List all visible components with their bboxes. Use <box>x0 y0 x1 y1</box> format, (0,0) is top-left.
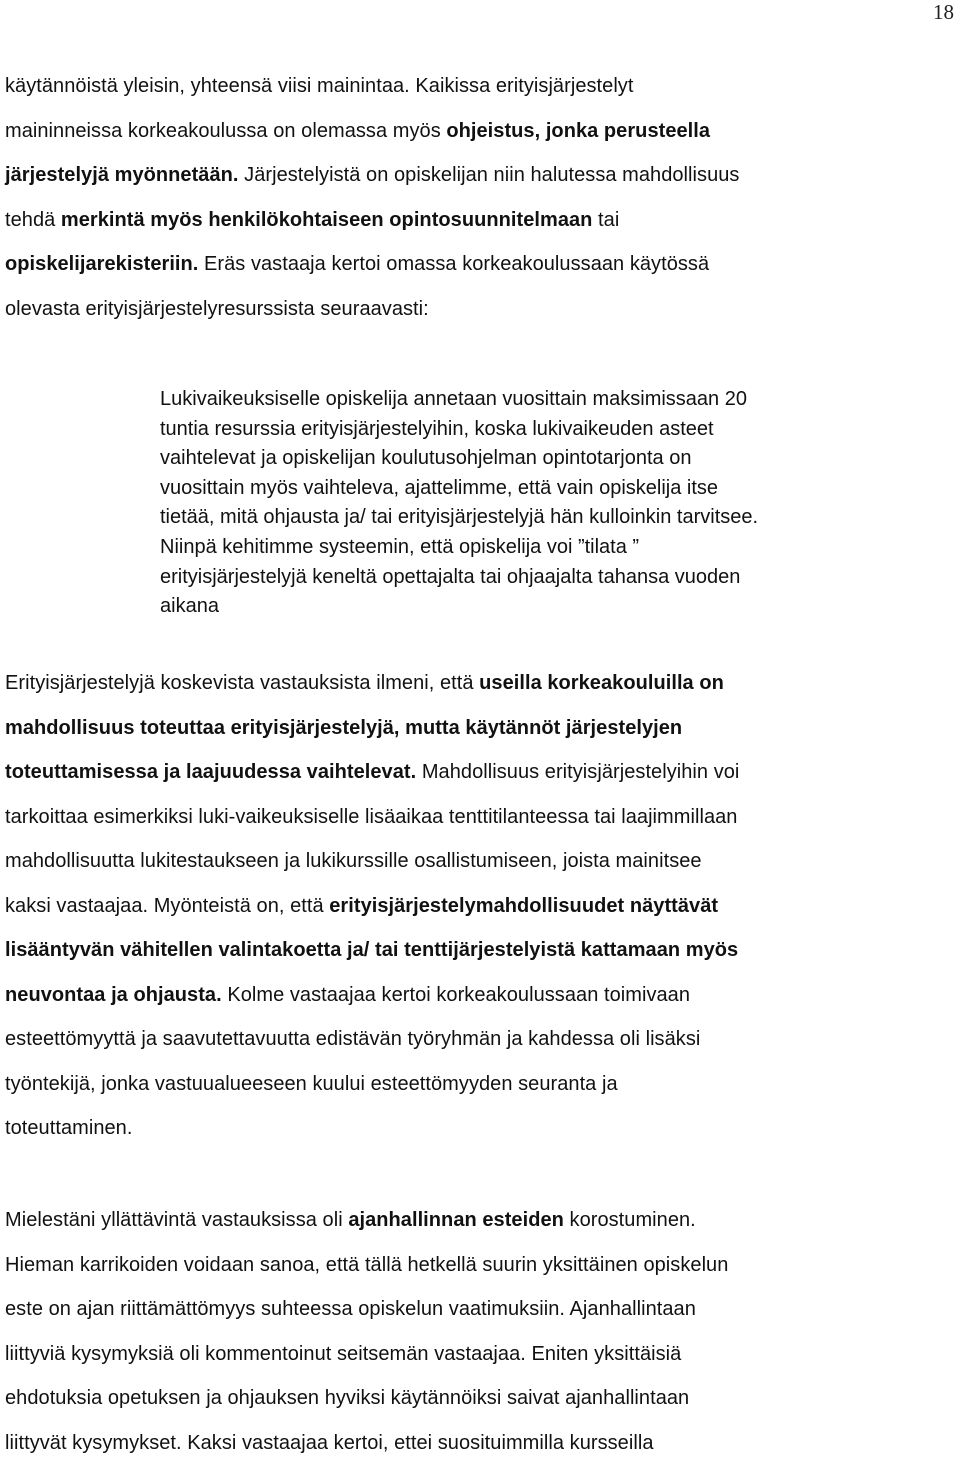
bold-text-run: merkintä myös henkilökohtaiseen opintosuunnitelmaan <box>61 209 593 231</box>
quote-line: tuntia resurssia erityisjärjestelyihin, koska lukivaikeuden asteet <box>160 415 950 445</box>
quote-line: Niinpä kehitimme systeemin, että opiskelija voi ”tilata ” <box>160 533 950 563</box>
text-line <box>5 1198 957 1243</box>
bold-text-run: mahdollisuus toteuttaa erityisjärjestelyjä, mutta käytännöt järjestelyjen <box>5 717 682 739</box>
text-line <box>5 287 957 332</box>
text-line <box>5 1376 957 1421</box>
bold-text-run: lisääntyvän vähitellen valintakoetta ja/ tai tenttijärjestelyistä kattamaan myös <box>5 939 738 961</box>
bold-text-run: ohjeistus, jonka perusteella <box>446 120 710 142</box>
text-run: ehdotuksia opetuksen ja ohjauksen hyviksi käytännöiksi saivat ajanhallintaan <box>5 1387 689 1409</box>
paragraph-accommodation-findings <box>5 661 957 1151</box>
text-line <box>5 1106 957 1151</box>
text-run: maininneissa korkeakoulussa on olemassa myös <box>5 120 446 142</box>
text-run: Erityisjärjestelyjä koskevista vastauksista ilmeni, että <box>5 672 479 694</box>
text-run: Eräs vastaaja kertoi omassa korkeakoulussaan käytössä <box>198 253 709 275</box>
page-number: 18 <box>933 0 954 24</box>
bold-text-run: järjestelyjä myönnetään. <box>5 164 239 186</box>
text-line <box>5 198 957 243</box>
quote-line: aikana <box>160 592 950 622</box>
text-run: liittyviä kysymyksiä oli kommentoinut seitsemän vastaajaa. Eniten yksittäisiä <box>5 1343 681 1365</box>
bold-text-run: neuvontaa ja ohjausta. <box>5 984 222 1006</box>
quote-line: Lukivaikeuksiselle opiskelija annetaan vuosittain maksimissaan 20 <box>160 385 950 415</box>
respondent-quote <box>160 385 950 622</box>
text-run: Järjestelyistä on opiskelijan niin halutessa mahdollisuus <box>239 164 740 186</box>
text-line <box>5 1332 957 1377</box>
text-run: käytännöistä yleisin, yhteensä viisi mainintaa. Kaikissa erityisjärjestelyt <box>5 75 633 97</box>
text-line <box>5 928 957 973</box>
bold-text-run: useilla korkeakouluilla on <box>479 672 724 694</box>
text-run: Kolme vastaajaa kertoi korkeakoulussaan toimivaan <box>222 984 690 1006</box>
text-line <box>5 661 957 706</box>
text-line <box>5 1243 957 1288</box>
bold-text-run: toteuttamisessa ja laajuudessa vaihtelevat. <box>5 761 416 783</box>
text-line <box>5 884 957 929</box>
bold-text-run: opiskelijarekisteriin. <box>5 253 198 275</box>
text-line <box>5 795 957 840</box>
text-run: mahdollisuutta lukitestaukseen ja lukikurssille osallistumiseen, joista mainitsee <box>5 850 702 872</box>
quote-line: vuosittain myös vaihteleva, ajattelimme, että vain opiskelija itse <box>160 474 950 504</box>
text-run: esteettömyyttä ja saavutettavuutta edistävän työryhmän ja kahdessa oli lisäksi <box>5 1028 700 1050</box>
paragraph-time-management <box>5 1198 957 1465</box>
text-run: kaksi vastaajaa. Myönteistä on, että <box>5 895 329 917</box>
text-line <box>5 839 957 884</box>
text-line <box>5 109 957 154</box>
text-line <box>5 1421 957 1465</box>
text-line <box>5 1287 957 1332</box>
text-line <box>5 1062 957 1107</box>
text-line <box>5 64 957 109</box>
text-run: toteuttaminen. <box>5 1117 132 1139</box>
text-run: tai <box>592 209 619 231</box>
text-run: olevasta erityisjärjestelyresurssista seuraavasti: <box>5 298 429 320</box>
text-run: tehdä <box>5 209 61 231</box>
text-run: tarkoittaa esimerkiksi luki-vaikeuksiselle lisäaikaa tenttitilanteessa tai laajimmillaan <box>5 806 737 828</box>
quote-line: erityisjärjestelyjä keneltä opettajalta tai ohjaajalta tahansa vuoden <box>160 563 950 593</box>
quote-line: vaihtelevat ja opiskelijan koulutusohjelman opintotarjonta on <box>160 444 950 474</box>
bold-text-run: ajanhallinnan esteiden <box>348 1209 564 1231</box>
text-line <box>5 973 957 1018</box>
text-run: Hieman karrikoiden voidaan sanoa, että tällä hetkellä suurin yksittäinen opiskelun <box>5 1254 728 1276</box>
text-line <box>5 750 957 795</box>
text-run: korostuminen. <box>564 1209 696 1231</box>
paragraph-accommodation-practices <box>5 64 957 331</box>
text-run: liittyvät kysymykset. Kaksi vastaajaa kertoi, ettei suosituimmilla kursseilla <box>5 1432 654 1454</box>
text-run: Mahdollisuus erityisjärjestelyihin voi <box>416 761 739 783</box>
text-run: työntekijä, jonka vastuualueeseen kuului esteettömyyden seuranta ja <box>5 1073 618 1095</box>
text-run: este on ajan riittämättömyys suhteessa opiskelun vaatimuksiin. Ajanhallintaan <box>5 1298 696 1320</box>
quote-line: tietää, mitä ohjausta ja/ tai erityisjärjestelyjä hän kulloinkin tarvitsee. <box>160 503 950 533</box>
text-line <box>5 1017 957 1062</box>
bold-text-run: erityisjärjestelymahdollisuudet näyttävät <box>329 895 718 917</box>
text-line <box>5 706 957 751</box>
text-run: Mielestäni yllättävintä vastauksissa oli <box>5 1209 348 1231</box>
text-line <box>5 242 957 287</box>
text-line <box>5 153 957 198</box>
